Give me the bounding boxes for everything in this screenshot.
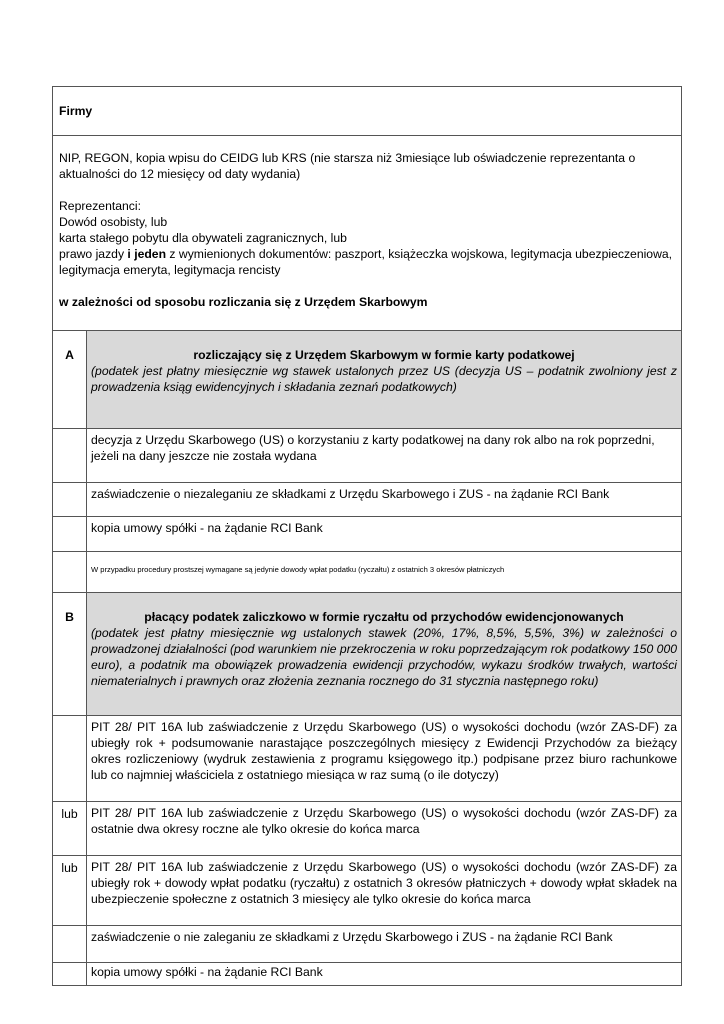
section-b-note: (podatek jest płatny miesięcznie wg ustalonych stawek (20%, 17%, 8,5%, 5,5%, 3%) w zależności o prowadzonej działalności (pod warunkiem nie przekroczenia w roku poprzedzającym rok podatkowy 150 000 euro), a podatnik ma obowiązek prowadzenia ewidencji przychodów, wykazu środków trwałych, wartości niematerialnych i prawnych oraz złożenia zeznania rocznego do 31 stycznia następnego roku) bbox=[91, 626, 677, 688]
section-b-row-1-label bbox=[53, 716, 87, 802]
section-a-row bbox=[53, 552, 682, 593]
intro-row bbox=[53, 136, 682, 331]
representatives-line3 bbox=[59, 246, 675, 278]
section-a-header bbox=[87, 331, 682, 429]
section-b-title: płacący podatek zaliczkowo w formie ryczałtu od przychodów ewidencjonowanych bbox=[144, 610, 624, 624]
section-b-row bbox=[53, 802, 682, 856]
section-a-row bbox=[53, 483, 682, 517]
header-title: Firmy bbox=[53, 87, 682, 136]
section-a-letter: A bbox=[53, 331, 87, 429]
representatives-line3-pre: prawo jazdy bbox=[59, 247, 128, 261]
section-b-row-1-text: PIT 28/ PIT 16A lub zaświadczenie z Urzędu Skarbowego (US) o wysokości dochodu (wzór ZAS-DF) za ubiegły rok + podsumowanie narastające poszczególnych miesięcy z Ewidencji Przychodów za bieżący okres rozliczeniowy (wydruk zestawienia z programu księgowego itp.) podpisane przez biuro rachunkowe lub co najmniej właściciela z ostatniego miesiąca w raz sumą (o ile dotyczy) bbox=[87, 716, 682, 802]
requirements-table bbox=[52, 86, 682, 986]
section-b-header bbox=[87, 593, 682, 716]
section-b-row-2-text: PIT 28/ PIT 16A lub zaświadczenie z Urzędu Skarbowego (US) o wysokości dochodu (wzór ZAS-DF) za ostatnie dwa okresy roczne ale tylko okresie do końca marca bbox=[87, 802, 682, 856]
section-a-row-1-text: decyzja z Urzędu Skarbowego (US) o korzystaniu z karty podatkowej na dany rok albo na rok poprzedni, jeżeli na dany jeszcze nie została wydana bbox=[87, 429, 682, 483]
section-b-letter: B bbox=[53, 593, 87, 716]
section-a-row-3-text: kopia umowy spółki - na żądanie RCI Bank bbox=[87, 517, 682, 552]
representatives-line3-post: z wymienionych dokumentów: paszport, książeczka wojskowa, legitymacja ubezpieczeniowa, legitymacja emeryta, legitymacja rencisty bbox=[59, 247, 673, 277]
intro-line1: NIP, REGON, kopia wpisu do CEIDG lub KRS (nie starsza niż 3miesiące lub oświadczenie reprezentanta o aktualności do 12 miesięcy od daty wydania) bbox=[59, 151, 636, 181]
section-a-row-2-text: zaświadczenie o niezaleganiu ze składkami z Urzędu Skarbowego i ZUS - na żądanie RCI Bank bbox=[87, 483, 682, 517]
section-b-row bbox=[53, 716, 682, 802]
section-a-header-row bbox=[53, 331, 682, 429]
representatives-line1: Dowód osobisty, lub bbox=[59, 215, 168, 229]
representatives-line2: karta stałego pobytu dla obywateli zagranicznych, lub bbox=[59, 231, 347, 245]
section-a-row bbox=[53, 517, 682, 552]
representatives-line3-bold: i jeden bbox=[127, 247, 167, 261]
header-row bbox=[53, 87, 682, 136]
section-a-title: rozliczający się z Urzędem Skarbowym w formie karty podatkowej bbox=[193, 348, 575, 362]
section-b-row-3-text: PIT 28/ PIT 16A lub zaświadczenie z Urzędu Skarbowego (US) o wysokości dochodu (wzór ZAS-DF) za ubiegły rok + dowody wpłat podatku (ryczałtu) z ostatnich 3 okresów płatniczych + dowody wpłat składek na ubezpieczenie społeczne z ostatnich 3 miesięcy ale tylko okresie do końca marca bbox=[87, 856, 682, 926]
representatives-title: Reprezentanci: bbox=[59, 199, 141, 213]
dependency-heading: w zależności od sposobu rozliczania się z Urzędem Skarbowym bbox=[59, 295, 428, 309]
section-a-row-4-text: W przypadku procedury prostszej wymagane są jedynie dowody wpłat podatku (ryczałtu) z ostatnich 3 okresów płatniczych bbox=[87, 552, 682, 593]
section-b-row bbox=[53, 963, 682, 986]
intro-cell bbox=[53, 136, 682, 331]
section-b-row-3-label: lub bbox=[53, 856, 87, 926]
section-b-row-2-label: lub bbox=[53, 802, 87, 856]
section-b-row bbox=[53, 926, 682, 963]
section-b-row-4-text: zaświadczenie o nie zaleganiu ze składkami z Urzędu Skarbowego i ZUS - na żądanie RCI Bank bbox=[87, 926, 682, 963]
section-b-row-5-text: kopia umowy spółki - na żądanie RCI Bank bbox=[87, 963, 682, 986]
section-b-row-4-label bbox=[53, 926, 87, 963]
section-b-header-row bbox=[53, 593, 682, 716]
section-a-note: (podatek jest płatny miesięcznie wg stawek ustalonych przez US (decyzja US – podatnik zwolniony jest z prowadzenia ksiąg ewidencyjnych i składania zeznań podatkowych) bbox=[91, 364, 677, 394]
section-b-row bbox=[53, 856, 682, 926]
section-b-row-5-label bbox=[53, 963, 87, 986]
section-a-row bbox=[53, 429, 682, 483]
